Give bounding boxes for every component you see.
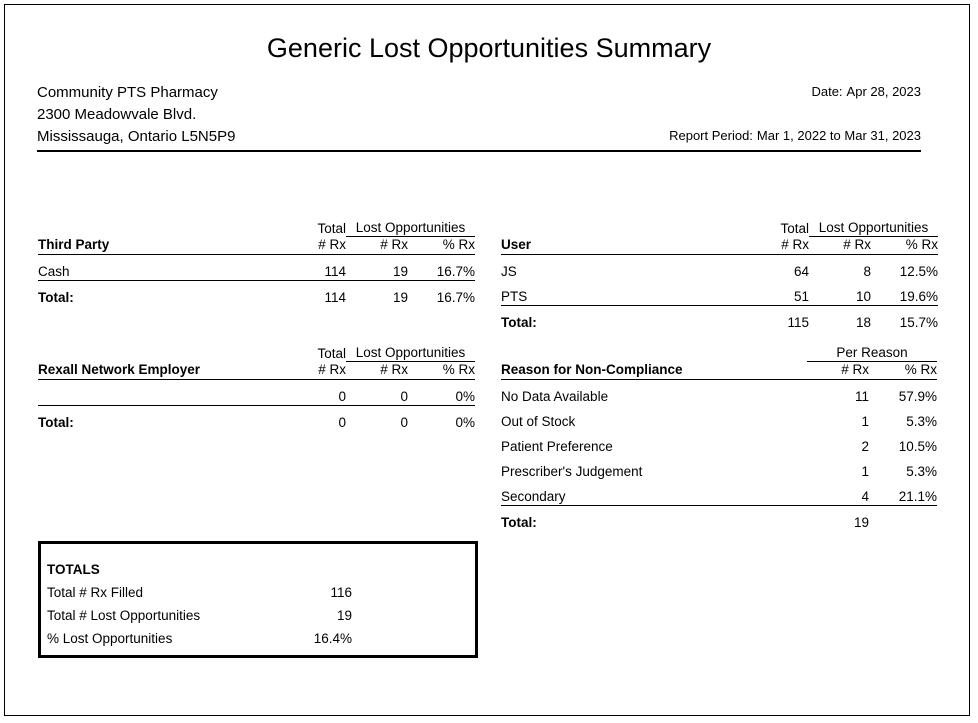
cell-label: Cash xyxy=(38,264,70,279)
totals-line-rx-filled xyxy=(47,581,475,604)
col-third-party-label: Third Party xyxy=(38,237,110,252)
report-period-label: Report Period: xyxy=(669,128,753,143)
table-reason-for-non-compliance xyxy=(501,345,937,531)
report-date xyxy=(811,84,921,99)
table-rexall-network-employer xyxy=(38,345,475,431)
cell-total-lo-rx: 0 xyxy=(346,406,408,432)
report-period-from: Mar 1, 2022 xyxy=(756,128,827,143)
totals-line-pct-lost-opportunities xyxy=(47,627,475,650)
table-total-row xyxy=(38,406,475,432)
cell-total-total-rx: 114 xyxy=(286,281,346,307)
spacer-cell xyxy=(38,345,286,362)
cell-label xyxy=(38,380,286,406)
totals-label: Total # Rx Filled xyxy=(47,585,144,600)
col-reason-pct-label: % Rx xyxy=(904,362,938,377)
cell-pct: 21.1% xyxy=(898,489,938,504)
header-row-1 xyxy=(37,84,921,106)
page-title: Generic Lost Opportunities Summary xyxy=(266,33,712,63)
spacer-cell xyxy=(501,345,807,362)
col-reason-label: Reason for Non-Compliance xyxy=(501,362,683,377)
cell-label: No Data Available xyxy=(501,389,609,404)
cell-lo-rx: 10 xyxy=(855,289,871,304)
totals-box-inner xyxy=(41,544,475,650)
cell-total-pct xyxy=(869,506,937,532)
cell-label: JS xyxy=(501,264,517,279)
table-third-party xyxy=(38,220,475,306)
cell-total-label: Total: xyxy=(38,406,286,432)
table-third-party-sub-header xyxy=(38,237,475,255)
col-reason-rx-label: # Rx xyxy=(841,362,869,377)
report-date-value: Apr 28, 2023 xyxy=(846,84,921,99)
totals-label: Total # Lost Opportunities xyxy=(47,608,201,623)
col-rexall-label: Rexall Network Employer xyxy=(38,362,201,377)
header-row-2 xyxy=(37,106,921,128)
cell-lo-pct: 16.7% xyxy=(436,264,475,279)
totals-value: 116 xyxy=(330,585,352,600)
cell-lo-pct: 19.6% xyxy=(899,289,938,304)
address-line-2: Mississauga, Ontario L5N5P9 xyxy=(37,128,236,145)
totals-label: % Lost Opportunities xyxy=(47,631,173,646)
table-rexall-group-header xyxy=(38,345,475,362)
cell-rx: 4 xyxy=(861,489,869,504)
col-lo-pct-label: % Rx xyxy=(442,362,475,377)
cell-total-rx: 51 xyxy=(793,289,809,304)
table-row xyxy=(501,405,937,430)
table-row xyxy=(38,255,475,281)
col-lo-pct-label: % Rx xyxy=(442,237,475,252)
totals-value: 16.4% xyxy=(313,631,352,646)
header-divider xyxy=(37,150,921,152)
table-user-group-header xyxy=(501,220,938,237)
table-row xyxy=(501,455,937,480)
cell-total-label: Total: xyxy=(38,281,286,307)
cell-pct: 10.5% xyxy=(898,439,938,454)
cell-label: Patient Preference xyxy=(501,439,613,454)
cell-total-rx: 0 xyxy=(338,389,346,404)
cell-pct: 5.3% xyxy=(906,414,938,429)
cell-label: PTS xyxy=(501,289,528,304)
cell-total-rx: 64 xyxy=(793,264,809,279)
report-header xyxy=(37,84,921,150)
col-lo-rx-label: # Rx xyxy=(843,237,871,252)
table-row xyxy=(501,480,937,506)
address-line-1: 2300 Meadowvale Blvd. xyxy=(37,106,197,123)
table-rexall-sub-header xyxy=(38,362,475,380)
totals-box-title: TOTALS xyxy=(47,562,100,577)
totals-box xyxy=(38,541,478,658)
totals-value: 19 xyxy=(336,608,352,623)
cell-rx: 11 xyxy=(854,389,869,404)
report-period xyxy=(669,128,921,143)
table-user-sub-header xyxy=(501,237,938,255)
cell-rx: 1 xyxy=(861,414,869,429)
table-row xyxy=(38,380,475,406)
col-total-label: Total xyxy=(317,220,346,236)
col-lo-pct-label: % Rx xyxy=(905,237,938,252)
cell-total-lo-pct: 16.7% xyxy=(408,281,475,307)
totals-line-lost-opportunities xyxy=(47,604,475,627)
col-total-label: Total xyxy=(317,345,346,361)
cell-total-lo-rx: 18 xyxy=(809,306,871,332)
report-period-to-word: to xyxy=(829,128,841,143)
cell-total-rx: 19 xyxy=(807,506,869,532)
cell-pct: 5.3% xyxy=(906,464,938,479)
group-per-reason-label: Per Reason xyxy=(807,345,937,362)
cell-lo-pct: 12.5% xyxy=(899,264,938,279)
group-lost-opportunities-label: Lost Opportunities xyxy=(346,345,475,362)
table-row xyxy=(501,380,937,406)
spacer-cell xyxy=(501,220,749,237)
table-row xyxy=(501,430,937,455)
cell-lo-rx: 8 xyxy=(863,264,871,279)
table-total-row xyxy=(501,506,937,532)
pharmacy-name: Community PTS Pharmacy xyxy=(37,84,218,101)
cell-label: Out of Stock xyxy=(501,414,576,429)
col-lo-rx-label: # Rx xyxy=(380,362,408,377)
table-reason-group-header xyxy=(501,345,937,362)
cell-lo-pct: 0% xyxy=(455,389,475,404)
table-third-party-group-header xyxy=(38,220,475,237)
report-date-label: Date: xyxy=(811,84,843,99)
report-period-to: Mar 31, 2023 xyxy=(844,128,921,143)
col-total-rx-label: # Rx xyxy=(781,237,809,252)
cell-total-lo-pct: 0% xyxy=(408,406,475,432)
cell-total-lo-rx: 19 xyxy=(346,281,408,307)
col-user-label: User xyxy=(501,237,532,252)
group-lost-opportunities-label: Lost Opportunities xyxy=(809,220,938,237)
table-row xyxy=(501,280,938,306)
table-user xyxy=(501,220,938,331)
cell-label: Secondary xyxy=(501,489,566,504)
cell-total-label: Total: xyxy=(501,306,749,332)
col-total-rx-label: # Rx xyxy=(318,362,346,377)
col-lo-rx-label: # Rx xyxy=(380,237,408,252)
group-lost-opportunities-label: Lost Opportunities xyxy=(346,220,475,237)
cell-label: Prescriber's Judgement xyxy=(501,464,643,479)
cell-total-rx: 114 xyxy=(324,264,346,279)
table-reason-sub-header xyxy=(501,362,937,380)
header-row-3 xyxy=(37,128,921,150)
table-total-row xyxy=(501,306,938,332)
table-total-row xyxy=(38,281,475,307)
cell-total-label: Total: xyxy=(501,506,807,532)
cell-pct: 57.9% xyxy=(898,389,938,404)
cell-total-total-rx: 0 xyxy=(286,406,346,432)
table-row xyxy=(501,255,938,281)
cell-lo-rx: 0 xyxy=(400,389,408,404)
cell-rx: 1 xyxy=(861,464,869,479)
col-total-rx-label: # Rx xyxy=(318,237,346,252)
cell-total-total-rx: 115 xyxy=(749,306,809,332)
cell-rx: 2 xyxy=(861,439,869,454)
cell-total-lo-pct: 15.7% xyxy=(871,306,938,332)
col-total-label: Total xyxy=(780,220,809,236)
spacer-cell xyxy=(38,220,286,237)
cell-lo-rx: 19 xyxy=(392,264,408,279)
